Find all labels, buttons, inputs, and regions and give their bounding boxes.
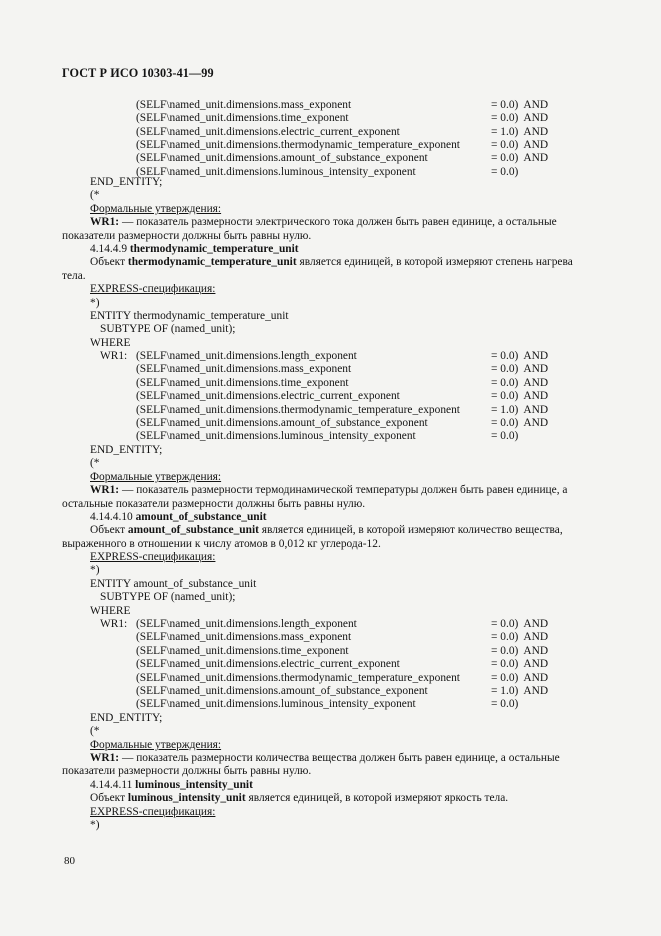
rule-value: = 0.0) AND <box>491 112 549 124</box>
wr1-text: — показатель размерности количества вещества должен быть равен единице, а остальные <box>119 752 560 764</box>
end-entity: END_ENTITY; <box>90 176 163 188</box>
rule-expression: (SELF\named_unit.dimensions.mass_exponent <box>136 363 352 376</box>
page-number: 80 <box>64 855 75 867</box>
rule-value: = 0.0) AND <box>491 139 549 151</box>
express-heading: EXPRESS-спецификация: <box>90 806 216 818</box>
rule-expression: (SELF\named_unit.dimensions.amount_of_substance_exponent <box>136 417 428 429</box>
rule-expression: (SELF\named_unit.dimensions.time_exponent <box>136 644 349 657</box>
rule-value: = 0.0) AND <box>491 363 549 376</box>
object-suffix: является единицей, в которой измеряют количество вещества, <box>258 524 563 536</box>
comment-close: *) <box>90 564 100 576</box>
rule-value: = 0.0) AND <box>491 99 549 111</box>
wr1-rule-label: WR1: <box>100 350 128 362</box>
formal-statements-heading: Формальные утверждения: <box>90 203 222 215</box>
rule-value: = 0.0) AND <box>491 376 549 389</box>
rule-expression: (SELF\named_unit.dimensions.thermodynamic_temperature_exponent <box>136 403 460 416</box>
where-keyword: WHERE <box>90 337 131 349</box>
rule-expression: (SELF\named_unit.dimensions.luminous_intensity_exponent <box>136 698 416 711</box>
object-prefix: Объект <box>90 524 128 536</box>
clause-name: thermodynamic_temperature_unit <box>129 243 299 255</box>
wr1-text-cont: показатели размерности должны быть равны нулю. <box>62 765 312 777</box>
rule-expression: (SELF\named_unit.dimensions.thermodynamic_temperature_exponent <box>136 671 460 684</box>
rule-expression: (SELF\named_unit.dimensions.time_exponent <box>136 112 349 124</box>
express-heading: EXPRESS-спецификация: <box>90 551 216 563</box>
object-name: thermodynamic_temperature_unit <box>127 256 297 268</box>
wr1-rule-label: WR1: <box>100 618 128 630</box>
rule-expression: (SELF\named_unit.dimensions.electric_current_exponent <box>136 126 400 138</box>
rule-value: = 0.0) AND <box>491 618 549 630</box>
comment-open: (* <box>90 457 100 469</box>
object-prefix: Объект <box>90 256 128 268</box>
clause-heading <box>90 511 267 524</box>
rule-value: = 0.0) AND <box>491 658 549 671</box>
wr1-statement <box>90 752 560 765</box>
rule-expression: (SELF\named_unit.dimensions.amount_of_substance_exponent <box>136 152 428 164</box>
rule-value: = 0.0) AND <box>491 152 549 164</box>
rule-expression: (SELF\named_unit.dimensions.time_exponent <box>136 376 349 389</box>
wr1-text-cont: остальные показатели размерности должны быть равны нулю. <box>62 498 366 510</box>
object-name: amount_of_substance_unit <box>127 524 259 536</box>
comment-open: (* <box>90 189 100 201</box>
object-prefix: Объект <box>90 792 128 804</box>
comment-close: *) <box>90 297 100 309</box>
rule-expression: (SELF\named_unit.dimensions.mass_exponent <box>136 99 352 111</box>
clause-number: 4.14.4.10 <box>90 511 136 523</box>
rule-value: = 1.0) AND <box>491 685 549 697</box>
rule-value: = 0.0) AND <box>491 350 549 362</box>
wr1-text: — показатель размерности термодинамической температуры должен быть равен единице, а <box>119 484 568 496</box>
rule-expression: (SELF\named_unit.dimensions.electric_current_exponent <box>136 658 400 671</box>
clause-number: 4.14.4.9 <box>90 243 130 255</box>
rule-expression: (SELF\named_unit.dimensions.electric_current_exponent <box>136 390 400 403</box>
rule-value: = 0.0) AND <box>491 644 549 657</box>
object-description <box>90 256 573 269</box>
where-keyword: WHERE <box>90 605 131 617</box>
wr1-text-cont: показатели размерности должны быть равны нулю. <box>62 230 312 242</box>
rule-value: = 0.0) <box>491 698 519 711</box>
rule-value: = 0.0) AND <box>491 417 549 429</box>
object-name: luminous_intensity_unit <box>127 792 246 804</box>
object-description-cont: тела. <box>62 270 86 282</box>
object-description <box>90 792 508 805</box>
document-header: ГОСТ Р ИСО 10303-41—99 <box>62 66 214 80</box>
rule-expression: (SELF\named_unit.dimensions.length_exponent <box>136 350 357 362</box>
rule-expression: (SELF\named_unit.dimensions.luminous_intensity_exponent <box>136 166 416 178</box>
clause-name: amount_of_substance_unit <box>135 511 267 523</box>
rule-expression: (SELF\named_unit.dimensions.luminous_intensity_exponent <box>136 430 416 443</box>
wr1-label: WR1: <box>90 216 120 228</box>
rule-value: = 0.0) AND <box>491 671 549 684</box>
wr1-statement <box>90 484 567 497</box>
comment-open: (* <box>90 725 100 737</box>
wr1-text: — показатель размерности электрического тока должен быть равен единице, а остальные <box>119 216 557 228</box>
rule-value: = 0.0) AND <box>491 390 549 403</box>
formal-statements-heading: Формальные утверждения: <box>90 739 222 751</box>
end-entity: END_ENTITY; <box>90 712 163 724</box>
rule-expression: (SELF\named_unit.dimensions.mass_exponent <box>136 631 352 644</box>
clause-number: 4.14.4.11 <box>90 779 136 791</box>
entity-declaration: ENTITY amount_of_substance_unit <box>90 578 257 590</box>
object-suffix: является единицей, в которой измеряют яркость тела. <box>245 792 509 804</box>
formal-statements-heading: Формальные утверждения: <box>90 471 222 483</box>
rule-value: = 0.0) AND <box>491 631 549 644</box>
rule-expression: (SELF\named_unit.dimensions.length_exponent <box>136 618 357 630</box>
rule-value: = 1.0) AND <box>491 126 549 138</box>
wr1-label: WR1: <box>90 484 120 496</box>
wr1-statement <box>90 216 557 229</box>
rule-value: = 0.0) <box>491 166 519 178</box>
end-entity: END_ENTITY; <box>90 444 163 456</box>
clause-heading <box>90 243 299 256</box>
subtype-declaration: SUBTYPE OF (named_unit); <box>100 323 236 335</box>
rule-expression: (SELF\named_unit.dimensions.amount_of_substance_exponent <box>136 685 428 697</box>
clause-name: luminous_intensity_unit <box>135 779 253 791</box>
subtype-declaration: SUBTYPE OF (named_unit); <box>100 591 236 603</box>
rule-value: = 1.0) AND <box>491 403 549 416</box>
rule-value: = 0.0) <box>491 430 519 443</box>
wr1-label: WR1: <box>90 752 120 764</box>
entity-declaration: ENTITY thermodynamic_temperature_unit <box>90 310 289 322</box>
object-description <box>90 524 563 537</box>
comment-close: *) <box>90 819 100 831</box>
express-heading: EXPRESS-спецификация: <box>90 283 216 295</box>
object-description-cont: выраженного в отношении к числу атомов в 0,012 кг углерода-12. <box>62 538 381 550</box>
rule-expression: (SELF\named_unit.dimensions.thermodynamic_temperature_exponent <box>136 139 460 151</box>
clause-heading <box>90 779 253 792</box>
object-suffix: является единицей, в которой измеряют степень нагрева <box>296 256 573 268</box>
